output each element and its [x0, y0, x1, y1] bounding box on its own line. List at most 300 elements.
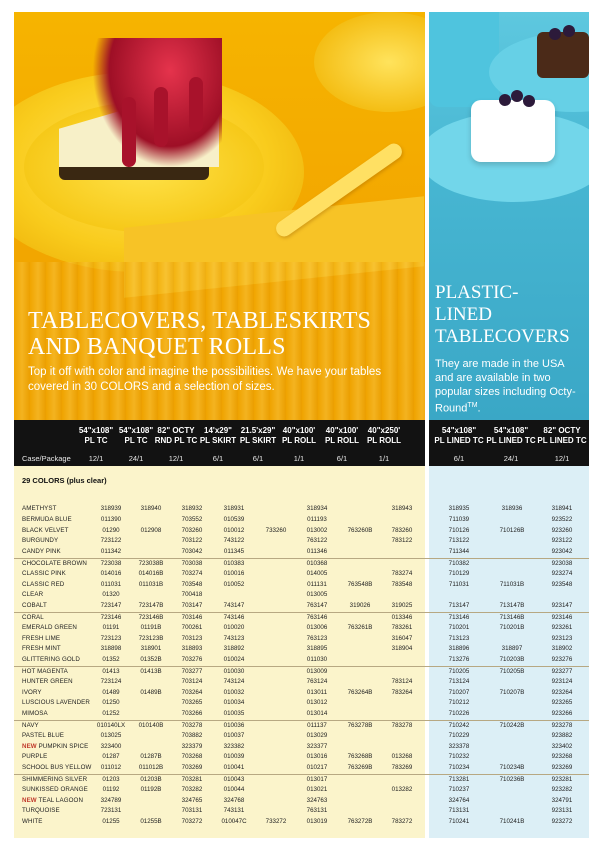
item-number: 01255B — [140, 818, 162, 826]
lined-item-number: 710242B — [499, 722, 525, 729]
lined-item-number: 710203B — [499, 656, 525, 664]
item-number: 01413B — [140, 668, 162, 675]
side-subtitle-end: . — [477, 402, 481, 415]
item-number: 010044 — [223, 785, 245, 793]
item-number: 703268 — [181, 753, 203, 761]
item-number: 324789 — [100, 796, 122, 804]
table-row — [14, 763, 589, 774]
item-number: 703277 — [181, 668, 203, 675]
color-name-text: AMETHYST — [22, 505, 57, 512]
lined-item-number: 710234B — [499, 764, 525, 772]
color-name-text: BURGUNDY — [22, 537, 59, 545]
item-number: 318893 — [181, 645, 203, 653]
item-number: 01352 — [102, 656, 120, 664]
color-name-text: GLITTERING GOLD — [22, 656, 80, 664]
item-number: 703269 — [181, 764, 203, 772]
item-number: 01290 — [102, 526, 120, 534]
column-pack: 6/1 — [336, 454, 348, 463]
item-number: 733260 — [265, 526, 287, 534]
table-row — [14, 547, 589, 558]
item-number: 783122 — [391, 537, 413, 545]
item-number: 011031 — [100, 580, 122, 588]
item-number: 763548B — [347, 580, 373, 588]
lined-item-number: 923042 — [551, 548, 573, 556]
table-row — [14, 806, 589, 817]
column-header-type: PL SKIRT — [239, 435, 277, 445]
item-number: 763131 — [306, 807, 328, 815]
item-number: 010016 — [223, 569, 245, 577]
berry — [511, 90, 523, 102]
item-number: 01252 — [102, 710, 120, 718]
lined-item-number: 710201B — [499, 623, 525, 631]
lined-item-number: 711031B — [499, 580, 525, 588]
lined-item-number: 710241B — [499, 818, 525, 826]
lined-item-number: 713123 — [448, 634, 470, 642]
lined-item-number: 710126B — [499, 526, 525, 534]
column-pack: 12/1 — [88, 454, 104, 463]
table-row — [14, 601, 589, 612]
item-number: 703282 — [181, 785, 203, 793]
item-number: 013005 — [306, 591, 328, 599]
item-number: 703146 — [181, 614, 203, 621]
item-number: 763261B — [347, 623, 373, 631]
color-name-text: SCHOOL BUS YELLOW — [22, 764, 92, 772]
item-number: 318892 — [223, 645, 245, 653]
colors-title: 29 COLORS (plus clear) — [22, 476, 107, 485]
lined-column-pack: 24/1 — [503, 454, 519, 463]
item-number: 783260 — [391, 526, 413, 534]
item-number: 743131 — [223, 807, 245, 815]
lined-column-header-band — [429, 420, 589, 466]
item-number: 763124 — [306, 677, 328, 685]
item-number: 010035 — [223, 710, 245, 718]
berry — [499, 94, 511, 106]
item-number: 703272 — [181, 818, 203, 826]
table-row — [14, 817, 589, 828]
item-number: 01287B — [140, 753, 162, 761]
column-header-type: PL ROLL — [366, 435, 402, 445]
item-number: 703042 — [181, 548, 203, 556]
lined-item-number: 923038 — [551, 560, 573, 567]
item-number: 010383 — [223, 560, 245, 567]
item-number: 01192B — [140, 785, 162, 793]
table-row — [14, 558, 589, 569]
table-row — [14, 666, 589, 677]
lined-item-number: 713146 — [448, 614, 470, 621]
lined-item-number: 710212 — [448, 699, 470, 707]
item-number: 723122 — [100, 537, 122, 545]
color-name — [22, 623, 77, 634]
item-number: 763268B — [347, 753, 373, 761]
column-header-size: 40"x250' — [367, 426, 401, 435]
item-number: 014016 — [100, 569, 122, 577]
side-subtitle-text: They are made in the USA and are available in two popular sizes including Octy-Round — [435, 358, 576, 415]
lined-item-number: 923274 — [551, 569, 573, 577]
lined-item-number: 713276 — [448, 656, 470, 664]
item-number: 703131 — [181, 807, 203, 815]
item-number: 318940 — [140, 505, 162, 512]
item-number: 011131 — [307, 580, 327, 588]
lined-item-number: 710129 — [448, 569, 470, 577]
lined-column-header — [535, 426, 589, 445]
item-number: 01489B — [140, 688, 162, 696]
lined-item-number: 923882 — [551, 731, 573, 739]
table-row — [14, 569, 589, 580]
item-number: 703266 — [181, 710, 203, 718]
item-number: 01352B — [140, 656, 162, 664]
lined-item-number: 318936 — [501, 505, 523, 512]
item-number: 010030 — [223, 668, 245, 675]
lined-item-number: 713147B — [499, 602, 525, 610]
berry — [549, 28, 561, 40]
lined-item-number: 713122 — [448, 537, 470, 545]
column-header-size: 54"x108" — [78, 426, 114, 435]
color-name — [22, 536, 58, 547]
color-name-text: COBALT — [22, 602, 47, 610]
column-header-size: 14'x29" — [204, 426, 232, 435]
item-number: 703124 — [181, 677, 203, 685]
item-number: 010539 — [223, 515, 245, 523]
lined-item-number: 711039 — [448, 515, 470, 523]
item-number: 010034 — [223, 699, 245, 707]
item-number: 703264 — [181, 688, 203, 696]
hero-subtitle: Top it off with color and imagine the possibilities. We have your tables covered in 30 COLORS and a selection of sizes. — [28, 366, 382, 393]
item-number: 318939 — [100, 505, 122, 512]
lined-item-number: 713281 — [448, 776, 470, 783]
item-number: 010036 — [223, 722, 245, 729]
item-number: 723038 — [100, 560, 122, 567]
item-number: 011012 — [100, 764, 122, 772]
lined-item-number: 710207 — [448, 688, 470, 696]
lined-item-number: 710241 — [448, 818, 470, 826]
table-row — [14, 655, 589, 666]
item-number: 010047C — [221, 818, 247, 826]
color-name — [22, 644, 61, 655]
item-number: 318901 — [140, 645, 162, 653]
item-number: 014016B — [138, 569, 164, 577]
item-number: 316047 — [391, 634, 413, 642]
item-number: 010052 — [223, 580, 245, 588]
item-number: 700261 — [181, 623, 203, 631]
lined-item-number: 710201 — [448, 623, 470, 631]
item-number: 703278 — [181, 722, 203, 729]
column-header-type: PL LINED TC — [486, 435, 536, 445]
lined-item-number: 923122 — [551, 537, 573, 545]
lined-item-number: 710237 — [448, 785, 470, 793]
lined-item-number: 923123 — [551, 634, 573, 642]
table-row — [14, 515, 589, 526]
item-number: 013016 — [306, 753, 328, 761]
color-name — [22, 752, 47, 763]
item-number: 703548 — [181, 580, 203, 588]
color-name-text: HUNTER GREEN — [22, 677, 73, 685]
table-row — [14, 752, 589, 763]
item-number: 319025 — [391, 602, 413, 610]
lined-item-number: 923260 — [551, 526, 573, 534]
column-pack: 6/1 — [212, 454, 224, 463]
item-number: 723131 — [100, 807, 122, 815]
item-number: 013011 — [306, 688, 328, 696]
column-header-size: 54"x108" — [118, 426, 154, 435]
item-number: 318898 — [100, 645, 122, 653]
side-title — [435, 282, 587, 348]
item-number: 318934 — [306, 505, 328, 512]
color-name-text: BLACK VELVET — [22, 526, 69, 534]
item-number: 010020 — [223, 623, 245, 631]
color-name — [22, 569, 66, 580]
item-number: 01192 — [102, 785, 120, 793]
lined-item-number: 923268 — [551, 753, 573, 761]
color-name — [22, 580, 64, 591]
sauce-drip — [154, 87, 168, 147]
color-name-text: FRESH MINT — [22, 645, 61, 653]
lined-item-number: 711031 — [448, 580, 470, 588]
item-number: 723147 — [100, 602, 122, 610]
lined-item-number: 711344 — [448, 548, 470, 556]
table-row — [14, 742, 589, 753]
item-number: 700418 — [181, 591, 203, 599]
lined-item-number: 923266 — [551, 710, 573, 718]
lined-item-number: 923261 — [551, 623, 573, 631]
item-number: 323382 — [223, 742, 245, 750]
item-number: 743146 — [223, 614, 245, 621]
item-number: 011193 — [307, 515, 327, 523]
hero-title-line-1: TABLECOVERS, TABLESKIRTS — [28, 308, 372, 334]
column-pack: 6/1 — [252, 454, 264, 463]
item-number: 318931 — [223, 505, 245, 512]
color-name-text: PASTEL BLUE — [22, 731, 65, 739]
color-name — [22, 601, 47, 612]
item-number: 013268 — [391, 753, 413, 761]
color-name — [22, 504, 57, 515]
column-header-size: 40"x100' — [282, 426, 316, 435]
item-number: 01320 — [102, 591, 120, 599]
item-number: 783261 — [391, 623, 413, 631]
column-header-size: 21.5'x29" — [240, 426, 276, 435]
lined-item-number: 318897 — [501, 645, 523, 653]
lined-item-number: 710229 — [448, 731, 470, 739]
white-frosted-cake — [471, 100, 555, 162]
column-header-size: 54"x108" — [441, 426, 477, 435]
color-name-text: SUNKISSED ORANGE — [22, 785, 88, 793]
item-number: 743122 — [223, 537, 245, 545]
item-number: 703260 — [181, 526, 203, 534]
lined-item-number: 923277 — [551, 668, 573, 675]
color-name-text: HOT MAGENTA — [22, 668, 68, 675]
item-number: 01191 — [102, 623, 120, 631]
item-number: 783269 — [391, 764, 413, 772]
item-number: 013017 — [306, 776, 328, 783]
table-row — [14, 580, 589, 591]
item-number: 010043 — [223, 776, 245, 783]
lined-item-number: 710205B — [499, 668, 525, 675]
color-name — [22, 655, 80, 666]
lined-column-pack: 12/1 — [554, 454, 570, 463]
item-number: 318932 — [181, 505, 203, 512]
item-number: 01203 — [102, 776, 120, 783]
column-header-type: PL SKIRT — [199, 435, 237, 445]
lined-item-number: 923124 — [551, 677, 573, 685]
column-pack: 1/1 — [378, 454, 390, 463]
lined-item-number: 318902 — [551, 645, 573, 653]
color-name-text: CANDY PINK — [22, 548, 61, 556]
item-number: 318895 — [306, 645, 328, 653]
item-number: 324768 — [223, 796, 245, 804]
color-name — [22, 763, 91, 774]
item-number: 01203B — [140, 776, 162, 783]
lined-item-number: 324791 — [551, 796, 573, 804]
lined-item-number: 710226 — [448, 710, 470, 718]
item-number: 011390 — [100, 515, 122, 523]
column-header-type: RND PL TC — [154, 435, 198, 445]
item-number: 723146B — [138, 614, 164, 621]
color-name — [22, 590, 43, 601]
table-row — [14, 612, 589, 623]
table-row — [14, 698, 589, 709]
item-number: 763123 — [306, 634, 328, 642]
column-pack: 12/1 — [168, 454, 184, 463]
color-name-text: IVORY — [22, 688, 42, 696]
item-number: 323377 — [306, 742, 328, 750]
lined-item-number: 710242 — [448, 722, 470, 729]
color-name — [22, 526, 68, 537]
table-row — [14, 590, 589, 601]
chocolate-cake — [537, 32, 589, 78]
item-number: 323400 — [100, 742, 122, 750]
sauce-drip — [122, 97, 136, 167]
lined-item-number: 710234 — [448, 764, 470, 772]
column-header — [318, 426, 366, 445]
lined-item-number: 923264 — [551, 688, 573, 696]
lined-item-number: 923269 — [551, 764, 573, 772]
lined-item-number: 710382 — [448, 560, 470, 567]
item-number: 703274 — [181, 569, 203, 577]
color-name-text: CLASSIC RED — [22, 580, 65, 588]
item-number: 010217 — [306, 764, 328, 772]
table-row — [14, 634, 589, 645]
lined-item-number: 923522 — [551, 515, 573, 523]
item-number: 763272B — [347, 818, 373, 826]
item-number: 703038 — [181, 560, 203, 567]
color-name — [22, 806, 60, 817]
item-number: 011342 — [100, 548, 122, 556]
item-number: 010041 — [223, 764, 245, 772]
color-name-text: CLEAR — [22, 591, 44, 599]
color-name-text: FRESH LIME — [22, 634, 61, 642]
color-name — [22, 796, 83, 807]
item-number: 013282 — [391, 785, 413, 793]
item-number: 013346 — [391, 614, 413, 621]
table-row — [14, 709, 589, 720]
item-number: 703265 — [181, 699, 203, 707]
side-subtitle — [435, 357, 585, 416]
lined-item-number: 923278 — [551, 722, 573, 729]
column-header-size: 54"x108" — [493, 426, 529, 435]
item-number: 013021 — [306, 785, 328, 793]
table-row — [14, 796, 589, 807]
item-number: 703281 — [181, 776, 203, 783]
yellow-plate-back — [314, 12, 425, 112]
item-number: 011012B — [138, 764, 164, 772]
item-number: 783264 — [391, 688, 413, 696]
column-header-type: PL LINED TC — [537, 435, 587, 445]
color-name — [22, 515, 72, 526]
item-number: 783272 — [391, 818, 413, 826]
lined-item-number: 923548 — [551, 580, 573, 588]
item-number: 723123B — [138, 634, 164, 642]
item-number: 010039 — [223, 753, 245, 761]
item-number: 703123 — [181, 634, 203, 642]
lined-item-number: 318935 — [448, 505, 470, 512]
lined-item-number: 318896 — [448, 645, 470, 653]
item-number: 010012 — [223, 526, 245, 534]
lined-item-number: 710207B — [499, 688, 525, 696]
item-number: 010037 — [223, 731, 245, 739]
table-row — [14, 526, 589, 537]
item-number: 013025 — [100, 731, 122, 739]
column-header-size: 82" OCTY — [543, 426, 581, 435]
item-number: 011346 — [306, 548, 328, 556]
item-number: 763147 — [306, 602, 328, 610]
blue-cup — [429, 12, 499, 107]
item-number: 324765 — [181, 796, 203, 804]
color-name-text: LUSCIOUS LAVENDER — [22, 699, 90, 707]
trademark-mark: TM — [467, 402, 478, 409]
lined-item-number: 713131 — [448, 807, 470, 815]
table-row — [14, 536, 589, 547]
color-name-text: MIMOSA — [22, 710, 48, 718]
item-number: 013029 — [306, 731, 328, 739]
color-name — [22, 634, 60, 645]
table-row — [14, 504, 589, 515]
side-title-line-3: TABLECOVERS — [435, 326, 570, 347]
item-number: 010140B — [138, 722, 164, 729]
color-name-text: WHITE — [22, 818, 43, 826]
column-pack: 1/1 — [293, 454, 305, 463]
item-number: 763264B — [347, 688, 373, 696]
color-name — [22, 785, 88, 796]
item-number: 743123 — [223, 634, 245, 642]
color-name-text: PUMPKIN SPICE — [38, 742, 89, 750]
item-number: 703147 — [181, 602, 203, 610]
item-number: 011137 — [307, 722, 327, 729]
item-number: 733272 — [265, 818, 287, 826]
item-number: 318904 — [391, 645, 413, 653]
item-number: 010368 — [306, 560, 328, 567]
table-row — [14, 731, 589, 742]
hero-title — [28, 308, 408, 360]
item-number: 763122 — [306, 537, 328, 545]
berry — [563, 25, 575, 37]
item-number: 763260B — [347, 526, 373, 534]
color-name — [22, 709, 48, 720]
item-number: 010032 — [223, 688, 245, 696]
table-row — [14, 785, 589, 796]
item-number: 783548 — [391, 580, 413, 588]
item-number: 01413 — [102, 668, 120, 675]
table-row — [14, 774, 589, 785]
item-number: 013012 — [306, 699, 328, 707]
lined-item-number: 710236B — [499, 776, 525, 783]
column-header-type: PL LINED TC — [434, 435, 484, 445]
new-badge: NEW — [22, 742, 37, 750]
lined-item-number: 923276 — [551, 656, 573, 664]
item-number: 01489 — [102, 688, 120, 696]
lined-item-number: 713147 — [448, 602, 470, 610]
item-number: 011031B — [138, 580, 164, 588]
lined-item-number: 923265 — [551, 699, 573, 707]
color-name-text: CHOCOLATE BROWN — [22, 560, 87, 567]
